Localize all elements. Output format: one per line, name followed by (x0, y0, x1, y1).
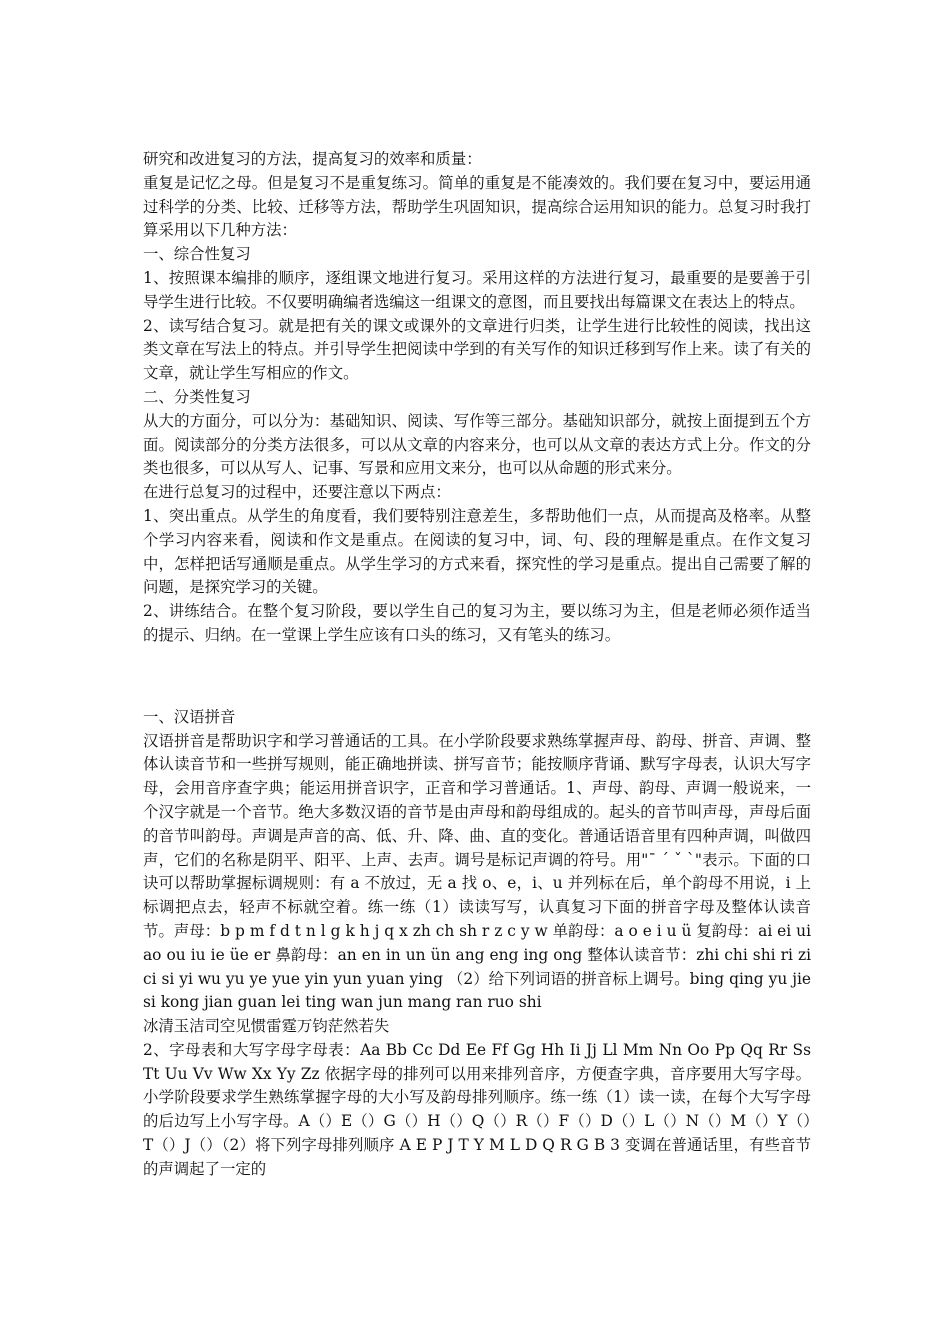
subheading-comprehensive-review: 一、综合性复习 (143, 245, 251, 264)
document-page (143, 148, 811, 1182)
body-paragraph: 从大的方面分，可以分为：基础知识、阅读、写作等三部分。基础知识部分，就按上面提到五个方面。阅读部分的分类方法很多，可以从文章的内容来分，也可以从文章的表达方式上分。作文的分类也很多，可以从写人、记事、写景和应用文来分，也可以从命题的形式来分。 (143, 411, 811, 478)
body-paragraph: 1、突出重点。从学生的角度看，我们要特别注意差生，多帮助他们一点，从而提高及格率。从整个学习内容来看，阅读和作文是重点。在阅读的复习中，词、句、段的理解是重点。在作文复习中，怎样把话写通顺是重点。从学生学习的方式来看，探究性的学习是重点。提出自己需要了解的问题，是探究学习的关键。 (143, 506, 811, 597)
body-paragraph: 1、按照课本编排的顺序，逐组课文地进行复习。采用这样的方法进行复习，最重要的是要善于引导学生进行比较。不仅要明确编者选编这一组课文的意图，而且要找出每篇课文在表达上的特点。 (143, 268, 811, 311)
subheading-pinyin: 一、汉语拼音 (143, 707, 236, 726)
body-paragraph: 冰清玉洁司空见惯雷霆万钧茫然若失 (143, 1017, 390, 1036)
body-paragraph: 2、读写结合复习。就是把有关的课文或课外的文章进行归类，让学生进行比较性的阅读，找出这类文章在写法上的特点。并引导学生把阅读中学到的有关写作的知识迁移到写作上来。读了有关的文章，就让学生写相应的作文。 (143, 316, 811, 383)
body-paragraph: 重复是记忆之母。但是复习不是重复练习。简单的重复是不能凑效的。我们要在复习中，要运用通过科学的分类、比较、迁移等方法，帮助学生巩固知识，提高综合运用知识的能力。总复习时我打算采用以下几种方法： (143, 173, 811, 240)
intro-heading: 研究和改进复习的方法，提高复习的效率和质量： (143, 150, 482, 168)
section-spacer (143, 648, 811, 706)
body-paragraph: 2、字母表和大写字母字母表：Aa Bb Cc Dd Ee Ff Gg Hh Ii Jj Ll Mm Nn Oo Pp Qq Rr Ss Tt Uu Vv Ww Xx Yy Zz 依据字母的排列可以用来排列音序，方便查字典，音序要用大写字母。小学阶段要求学生熟练掌握字母的大小写及韵母排列顺序。练一练（1）读一读，在每个大写字母的后边写上小写字母。A（）E（）G（）H（）Q（）R（）F（）D（）L（）N（）M（）Y（）T（）J（）（2）将下列字母排列顺序 A E P J T Y M L D Q R G B 3 变调在普通话里，有些音节的声调起了一定的 (143, 1040, 811, 1178)
pinyin-section (143, 706, 811, 1182)
body-paragraph: 2、讲练结合。在整个复习阶段，要以学生自己的复习为主，要以练习为主，但是老师必须作适当的提示、归纳。在一堂课上学生应该有口头的练习，又有笔头的练习。 (143, 602, 811, 644)
subheading-classified-review: 二、分类性复习 (143, 387, 251, 406)
body-paragraph: 在进行总复习的过程中，还要注意以下两点： (143, 483, 451, 502)
body-paragraph: 汉语拼音是帮助识字和学习普通话的工具。在小学阶段要求熟练掌握声母、韵母、拼音、声调、整体认读音节和一些拼写规则，能正确地拼读、拼写音节；能按顺序背诵、默写字母表，认识大写字母，会用音序查字典；能运用拼音识字，正音和学习普通话。1、声母、韵母、声调一般说来，一个汉字就是一个音节。绝大多数汉语的音节是由声母和韵母组成的。起头的音节叫声母，声母后面的音节叫韵母。声调是声音的高、低、升、降、曲、直的变化。普通话语音里有四种声调，叫做四声，它们的名称是阴平、阳平、上声、去声。调号是标记声调的符号。用"ˉ ˊ ˇ ˋ"表示。下面的口诀可以帮助掌握标调规则：有 a 不放过，无 a 找 o、e，i、u 并列标在后，单个韵母不用说，i 上标调把点去，轻声不标就空着。练一练（1）读读写写，认真复习下面的拼音字母及整体认读音节。声母：b p m f d t n l g k h j q x zh ch sh r z c y w 单韵母：a o e i u ü 复韵母：ai ei ui ao ou iu ie üe er 鼻韵母：an en in un ün ang eng ing ong 整体认读音节：zhi chi shi ri zi ci si yi wu yu ye yue yin yun yuan ying （2）给下列词语的拼音标上调号。bing qing yu jie si kong jian guan lei ting wan jun mang ran ruo shi (143, 731, 811, 1012)
review-methods-section (143, 148, 811, 648)
